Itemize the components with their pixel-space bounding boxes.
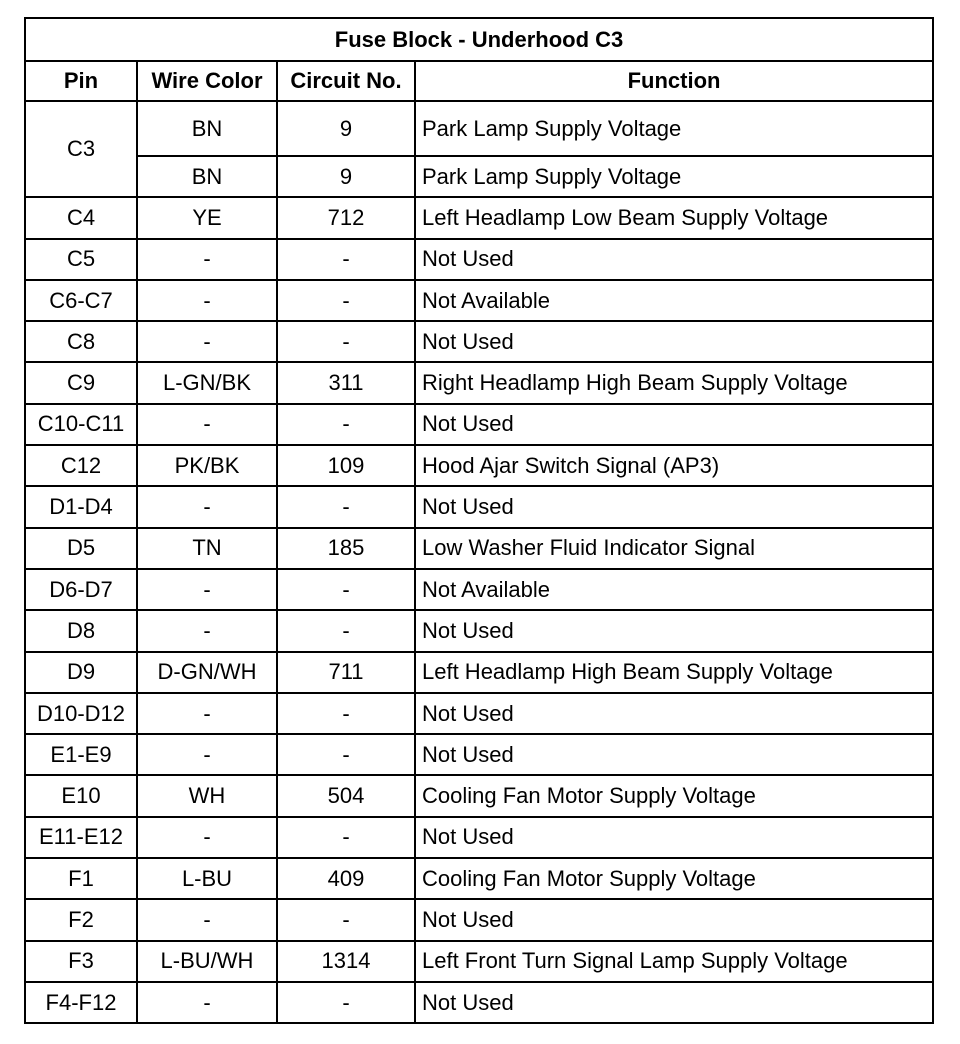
table-row xyxy=(25,528,933,569)
wire-color-cell: - xyxy=(137,734,277,775)
circuit-cell: - xyxy=(277,693,415,734)
table-row xyxy=(25,775,933,816)
function-cell: Park Lamp Supply Voltage xyxy=(415,101,933,156)
circuit-cell: 9 xyxy=(277,101,415,156)
function-cell: Not Available xyxy=(415,280,933,321)
function-cell: Right Headlamp High Beam Supply Voltage xyxy=(415,362,933,403)
circuit-cell: 185 xyxy=(277,528,415,569)
circuit-cell: - xyxy=(277,569,415,610)
table-row xyxy=(25,693,933,734)
function-cell: Not Used xyxy=(415,404,933,445)
pin-cell: C12 xyxy=(25,445,137,486)
circuit-cell: - xyxy=(277,404,415,445)
circuit-cell: - xyxy=(277,734,415,775)
wire-color-cell: - xyxy=(137,569,277,610)
wire-color-cell: L-BU xyxy=(137,858,277,899)
circuit-cell: - xyxy=(277,899,415,940)
pin-cell: C10-C11 xyxy=(25,404,137,445)
table-row xyxy=(25,486,933,527)
pin-cell: C9 xyxy=(25,362,137,403)
header-wire-color: Wire Color xyxy=(137,61,277,101)
circuit-cell: - xyxy=(277,321,415,362)
table-row xyxy=(25,362,933,403)
pin-cell: F2 xyxy=(25,899,137,940)
circuit-cell: 711 xyxy=(277,652,415,693)
circuit-cell: 311 xyxy=(277,362,415,403)
fuse-block-table xyxy=(24,17,934,1024)
pin-cell: D9 xyxy=(25,652,137,693)
header-pin: Pin xyxy=(25,61,137,101)
table-row xyxy=(25,899,933,940)
circuit-cell: - xyxy=(277,982,415,1023)
table-row xyxy=(25,941,933,982)
table-row-c3-a xyxy=(25,101,933,156)
circuit-cell: 409 xyxy=(277,858,415,899)
pin-cell: F1 xyxy=(25,858,137,899)
wire-color-cell: - xyxy=(137,610,277,651)
wire-color-cell: D-GN/WH xyxy=(137,652,277,693)
function-cell: Not Used xyxy=(415,982,933,1023)
wire-color-cell: YE xyxy=(137,197,277,238)
wire-color-cell: BN xyxy=(137,101,277,156)
table-row-c3-b xyxy=(25,156,933,197)
circuit-cell: - xyxy=(277,610,415,651)
wire-color-cell: - xyxy=(137,982,277,1023)
circuit-cell: - xyxy=(277,280,415,321)
table-row xyxy=(25,404,933,445)
pin-cell: C3 xyxy=(25,101,137,197)
function-cell: Not Used xyxy=(415,817,933,858)
table-row xyxy=(25,445,933,486)
wire-color-cell: - xyxy=(137,486,277,527)
pin-cell: D6-D7 xyxy=(25,569,137,610)
function-cell: Not Used xyxy=(415,899,933,940)
header-circuit-no: Circuit No. xyxy=(277,61,415,101)
pin-cell: F3 xyxy=(25,941,137,982)
function-cell: Not Used xyxy=(415,321,933,362)
wire-color-cell: TN xyxy=(137,528,277,569)
table-row xyxy=(25,734,933,775)
table-row xyxy=(25,321,933,362)
wire-color-cell: - xyxy=(137,899,277,940)
circuit-cell: - xyxy=(277,817,415,858)
function-cell: Hood Ajar Switch Signal (AP3) xyxy=(415,445,933,486)
circuit-cell: 712 xyxy=(277,197,415,238)
circuit-cell: 504 xyxy=(277,775,415,816)
table-title: Fuse Block - Underhood C3 xyxy=(25,18,933,61)
function-cell: Left Front Turn Signal Lamp Supply Voltage xyxy=(415,941,933,982)
function-cell: Not Used xyxy=(415,239,933,280)
table-row xyxy=(25,569,933,610)
function-cell: Not Used xyxy=(415,734,933,775)
table-row xyxy=(25,197,933,238)
circuit-cell: 109 xyxy=(277,445,415,486)
table-row xyxy=(25,239,933,280)
function-cell: Not Available xyxy=(415,569,933,610)
function-cell: Cooling Fan Motor Supply Voltage xyxy=(415,775,933,816)
function-cell: Not Used xyxy=(415,610,933,651)
table-row xyxy=(25,858,933,899)
function-cell: Left Headlamp Low Beam Supply Voltage xyxy=(415,197,933,238)
wire-color-cell: PK/BK xyxy=(137,445,277,486)
function-cell: Not Used xyxy=(415,693,933,734)
function-cell: Left Headlamp High Beam Supply Voltage xyxy=(415,652,933,693)
wire-color-cell: BN xyxy=(137,156,277,197)
pin-cell: D8 xyxy=(25,610,137,651)
wire-color-cell: - xyxy=(137,404,277,445)
circuit-cell: - xyxy=(277,486,415,527)
wire-color-cell: - xyxy=(137,693,277,734)
circuit-cell: 9 xyxy=(277,156,415,197)
pin-cell: C4 xyxy=(25,197,137,238)
pin-cell: E11-E12 xyxy=(25,817,137,858)
pin-cell: E10 xyxy=(25,775,137,816)
header-function: Function xyxy=(415,61,933,101)
table-row xyxy=(25,610,933,651)
function-cell: Low Washer Fluid Indicator Signal xyxy=(415,528,933,569)
wire-color-cell: - xyxy=(137,817,277,858)
wire-color-cell: L-GN/BK xyxy=(137,362,277,403)
pin-cell: C8 xyxy=(25,321,137,362)
function-cell: Cooling Fan Motor Supply Voltage xyxy=(415,858,933,899)
wire-color-cell: - xyxy=(137,321,277,362)
table-row xyxy=(25,817,933,858)
pin-cell: D1-D4 xyxy=(25,486,137,527)
circuit-cell: 1314 xyxy=(277,941,415,982)
function-cell: Not Used xyxy=(415,486,933,527)
wire-color-cell: WH xyxy=(137,775,277,816)
pin-cell: C6-C7 xyxy=(25,280,137,321)
pin-cell: D5 xyxy=(25,528,137,569)
circuit-cell: - xyxy=(277,239,415,280)
pin-cell: E1-E9 xyxy=(25,734,137,775)
pin-cell: D10-D12 xyxy=(25,693,137,734)
table-row xyxy=(25,652,933,693)
function-cell: Park Lamp Supply Voltage xyxy=(415,156,933,197)
table-row xyxy=(25,280,933,321)
wire-color-cell: - xyxy=(137,239,277,280)
pin-cell: C5 xyxy=(25,239,137,280)
wire-color-cell: - xyxy=(137,280,277,321)
table-row xyxy=(25,982,933,1023)
pin-cell: F4-F12 xyxy=(25,982,137,1023)
wire-color-cell: L-BU/WH xyxy=(137,941,277,982)
